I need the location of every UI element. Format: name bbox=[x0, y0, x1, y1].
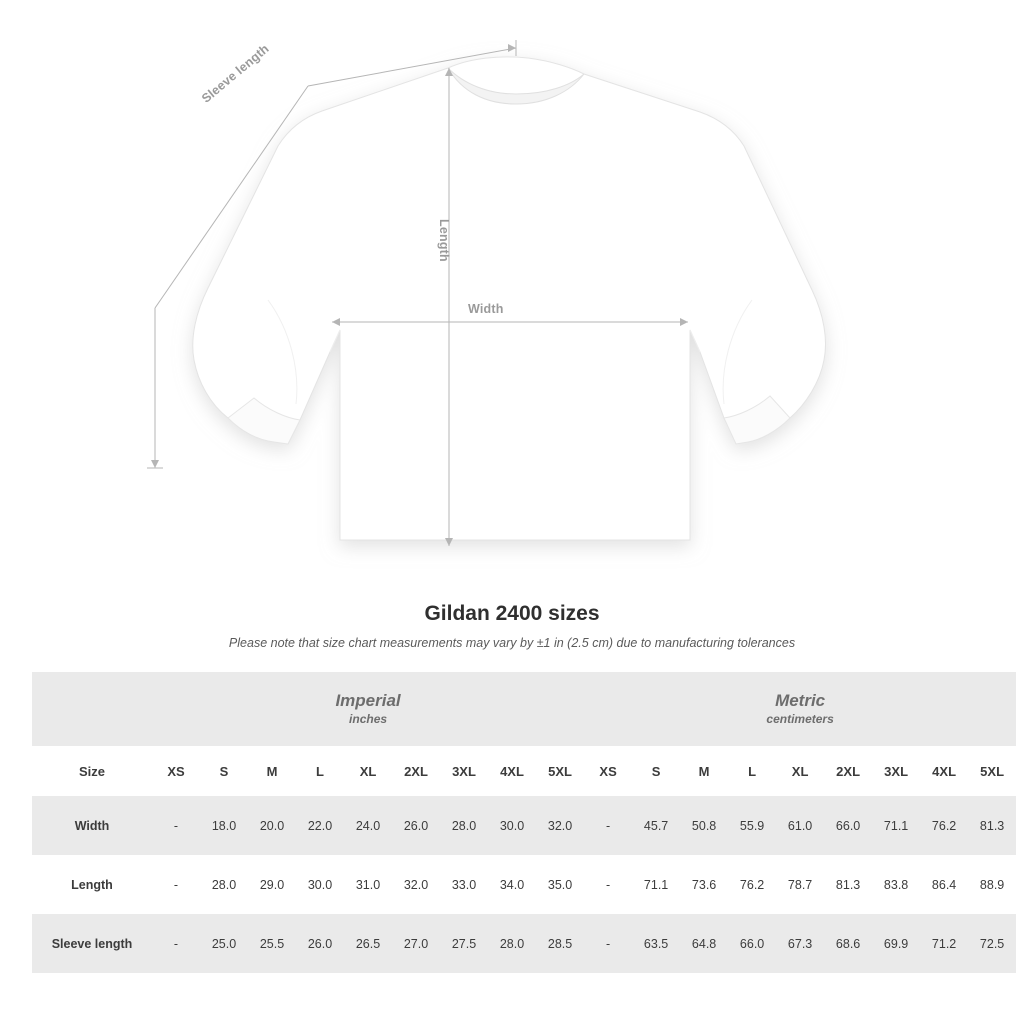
cell-length-metric-2xl: 81.3 bbox=[824, 855, 872, 914]
label-sleeve-length: Sleeve length bbox=[199, 41, 272, 106]
cell-width-imperial-m: 20.0 bbox=[248, 796, 296, 855]
cell-length-metric-m: 73.6 bbox=[680, 855, 728, 914]
cell-sleeve-metric-2xl: 68.6 bbox=[824, 914, 872, 973]
cell-length-imperial-l: 30.0 bbox=[296, 855, 344, 914]
label-width: Width bbox=[468, 302, 504, 316]
unit-sub-imperial: inches bbox=[349, 712, 388, 727]
row-label-length: Length bbox=[32, 855, 152, 914]
size-header-imperial-s: S bbox=[200, 746, 248, 796]
size-header-imperial-2xl: 2XL bbox=[392, 746, 440, 796]
cell-length-imperial-3xl: 33.0 bbox=[440, 855, 488, 914]
cell-width-imperial-xs: - bbox=[152, 796, 200, 855]
cell-sleeve-metric-l: 66.0 bbox=[728, 914, 776, 973]
table-row bbox=[32, 855, 1016, 914]
shirt-shape bbox=[193, 57, 826, 540]
cell-width-metric-l: 55.9 bbox=[728, 796, 776, 855]
size-table bbox=[32, 672, 1016, 973]
size-header-metric-l: L bbox=[728, 746, 776, 796]
unit-header-spacer bbox=[32, 672, 152, 746]
cell-width-metric-4xl: 76.2 bbox=[920, 796, 968, 855]
table-row bbox=[32, 796, 1016, 855]
title-block bbox=[0, 602, 1024, 650]
size-header-metric-5xl: 5XL bbox=[968, 746, 1016, 796]
size-header-metric-2xl: 2XL bbox=[824, 746, 872, 796]
size-header-metric-3xl: 3XL bbox=[872, 746, 920, 796]
cell-sleeve-metric-xl: 67.3 bbox=[776, 914, 824, 973]
table-row bbox=[32, 914, 1016, 973]
cell-sleeve-imperial-xs: - bbox=[152, 914, 200, 973]
cell-length-metric-l: 76.2 bbox=[728, 855, 776, 914]
cell-width-metric-xl: 61.0 bbox=[776, 796, 824, 855]
row-label-sleeve-length: Sleeve length bbox=[32, 914, 152, 973]
size-header-metric-xl: XL bbox=[776, 746, 824, 796]
cell-length-imperial-xs: - bbox=[152, 855, 200, 914]
cell-width-imperial-xl: 24.0 bbox=[344, 796, 392, 855]
cell-sleeve-metric-4xl: 71.2 bbox=[920, 914, 968, 973]
cell-width-imperial-3xl: 28.0 bbox=[440, 796, 488, 855]
cell-sleeve-imperial-5xl: 28.5 bbox=[536, 914, 584, 973]
cell-width-metric-5xl: 81.3 bbox=[968, 796, 1016, 855]
unit-header-imperial bbox=[152, 672, 584, 746]
cell-sleeve-imperial-m: 25.5 bbox=[248, 914, 296, 973]
cell-length-metric-4xl: 86.4 bbox=[920, 855, 968, 914]
size-header-imperial-l: L bbox=[296, 746, 344, 796]
unit-header-row bbox=[32, 672, 1016, 746]
unit-name-imperial: Imperial bbox=[335, 690, 401, 710]
size-header-imperial-xs: XS bbox=[152, 746, 200, 796]
cell-length-imperial-4xl: 34.0 bbox=[488, 855, 536, 914]
cell-length-metric-5xl: 88.9 bbox=[968, 855, 1016, 914]
size-header-imperial-xl: XL bbox=[344, 746, 392, 796]
size-header-imperial-3xl: 3XL bbox=[440, 746, 488, 796]
cell-width-imperial-2xl: 26.0 bbox=[392, 796, 440, 855]
size-header-metric-4xl: 4XL bbox=[920, 746, 968, 796]
cell-width-metric-xs: - bbox=[584, 796, 632, 855]
unit-sub-metric: centimeters bbox=[766, 712, 834, 727]
cell-sleeve-imperial-l: 26.0 bbox=[296, 914, 344, 973]
size-header-imperial-m: M bbox=[248, 746, 296, 796]
row-label-width: Width bbox=[32, 796, 152, 855]
cell-width-metric-3xl: 71.1 bbox=[872, 796, 920, 855]
cell-sleeve-metric-m: 64.8 bbox=[680, 914, 728, 973]
unit-name-metric: Metric bbox=[775, 690, 826, 710]
cell-length-imperial-5xl: 35.0 bbox=[536, 855, 584, 914]
size-header-metric-m: M bbox=[680, 746, 728, 796]
cell-width-metric-2xl: 66.0 bbox=[824, 796, 872, 855]
cell-length-metric-xs: - bbox=[584, 855, 632, 914]
cell-length-metric-3xl: 83.8 bbox=[872, 855, 920, 914]
cell-sleeve-metric-s: 63.5 bbox=[632, 914, 680, 973]
size-header-metric-xs: XS bbox=[584, 746, 632, 796]
cell-width-imperial-l: 22.0 bbox=[296, 796, 344, 855]
cell-sleeve-imperial-s: 25.0 bbox=[200, 914, 248, 973]
size-header-imperial-5xl: 5XL bbox=[536, 746, 584, 796]
page-title: Gildan 2400 sizes bbox=[424, 602, 600, 625]
cell-length-imperial-m: 29.0 bbox=[248, 855, 296, 914]
size-header-row bbox=[32, 746, 1016, 796]
cell-width-imperial-s: 18.0 bbox=[200, 796, 248, 855]
unit-header-metric bbox=[584, 672, 1016, 746]
cell-width-imperial-5xl: 32.0 bbox=[536, 796, 584, 855]
size-header-label: Size bbox=[32, 746, 152, 796]
size-header-imperial-4xl: 4XL bbox=[488, 746, 536, 796]
cell-sleeve-imperial-xl: 26.5 bbox=[344, 914, 392, 973]
cell-length-metric-xl: 78.7 bbox=[776, 855, 824, 914]
cell-sleeve-imperial-2xl: 27.0 bbox=[392, 914, 440, 973]
cell-sleeve-metric-5xl: 72.5 bbox=[968, 914, 1016, 973]
cell-sleeve-metric-xs: - bbox=[584, 914, 632, 973]
cell-width-metric-m: 50.8 bbox=[680, 796, 728, 855]
tolerance-note: Please note that size chart measurements may vary by ±1 in (2.5 cm) due to manufacturing tolerances bbox=[228, 636, 796, 650]
cell-sleeve-imperial-4xl: 28.0 bbox=[488, 914, 536, 973]
cell-width-imperial-4xl: 30.0 bbox=[488, 796, 536, 855]
label-length: Length bbox=[437, 219, 451, 262]
cell-length-metric-s: 71.1 bbox=[632, 855, 680, 914]
size-table-wrapper bbox=[32, 672, 1005, 973]
cell-length-imperial-s: 28.0 bbox=[200, 855, 248, 914]
cell-sleeve-imperial-3xl: 27.5 bbox=[440, 914, 488, 973]
cell-length-imperial-xl: 31.0 bbox=[344, 855, 392, 914]
cell-length-imperial-2xl: 32.0 bbox=[392, 855, 440, 914]
cell-sleeve-metric-3xl: 69.9 bbox=[872, 914, 920, 973]
cell-width-metric-s: 45.7 bbox=[632, 796, 680, 855]
size-header-metric-s: S bbox=[632, 746, 680, 796]
